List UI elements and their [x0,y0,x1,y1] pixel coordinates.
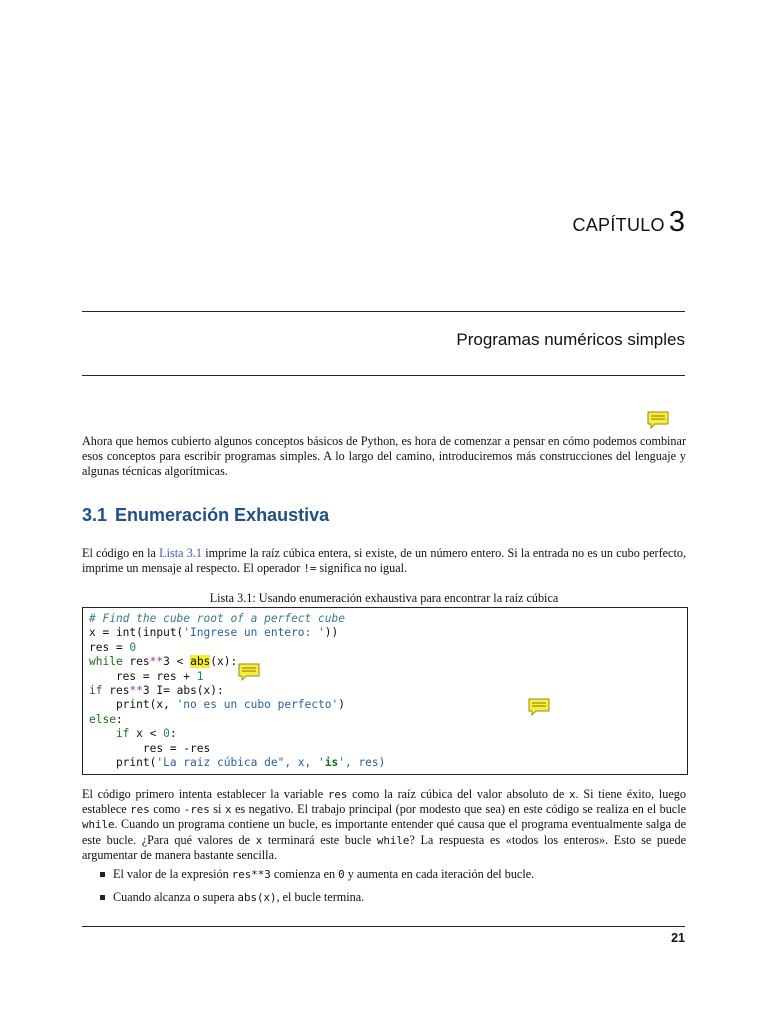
code-line: res = 0 [89,640,137,654]
section-heading [82,505,329,526]
code-line: else: [89,712,123,726]
paragraph-2: El código primero intenta establecer la variable res como la raíz cúbica del valor absoluto de x. Si tiene éxito, luego establece res como -res si x es negativo. El trabajo principal (por modesto que sea) en este código se realiza en el bucle while. Cuando un programa contiene un bucle, es importante entender qué causa que el programa eventualmente salga de este bucle. ¿Para qué valores de x terminará este bucle while? La respuesta es «todos los enteros». Esto se puede argumentar de manera bastante sencilla. [82,787,687,862]
code-listing [82,607,688,775]
section-number: 3.1 [82,505,108,525]
code-line: if x < 0: [89,727,177,741]
highlighted-abs: abs [190,655,211,669]
code-line: if res**3 I= abs(x): [89,684,224,697]
intro-paragraph: Ahora que hemos cubierto algunos conceptos básicos de Python, es hora de comenzar a pensar en cómo podemos combinar esos conceptos para escribir programas simples. A lo largo del camino, introduciremos más construcciones del lenguaje y algunas técnicas algorítmicas. [82,434,686,479]
listing-caption: Lista 3.1: Usando enumeración exhaustiva para encontrar la raíz cúbica [209,591,559,605]
chapter-heading [572,206,685,239]
chapter-number: 3 [668,206,685,238]
chapter-word: CAPÍTULO [572,215,665,235]
section-title: Enumeración Exhaustiva [115,505,330,525]
bullet-marker [100,872,105,877]
list-item: El valor de la expresión res**3 comienza en 0 y aumenta en cada iteración del bucle. [113,867,535,881]
code-line: print(x, 'no es un cubo perfecto') [89,698,345,712]
code-line: res = res + 1 [89,669,204,683]
paragraph-1: El código en la Lista 3.1 imprime la raíz cúbica entera, si existe, de un número entero. Si la entrada no es un cubo perfecto, imprime un mensaje al respecto. El operador != significa no igual. [82,546,686,576]
top-rule [82,311,685,312]
note-icon[interactable] [238,663,260,681]
chapter-title: Programas numéricos simples [456,330,685,349]
title-rule [82,375,685,376]
page-number: 21 [671,931,685,945]
code-line: while res**3 < abs(x): [89,655,238,669]
code-line: print('La raiz cúbica de", x, 'is', res) [89,756,386,769]
bullet-marker [100,895,105,900]
footer-rule [82,926,685,927]
code-line: # Find the cube root of a perfect cube [89,612,345,625]
list-item: Cuando alcanza o supera abs(x), el bucle termina. [113,890,365,904]
listing-link[interactable]: Lista 3.1 [159,546,202,560]
note-icon[interactable] [528,698,550,716]
note-icon[interactable] [647,411,669,429]
code-line: x = int(input('Ingrese un entero: ')) [89,626,339,640]
code-line: res = -res [89,741,211,755]
